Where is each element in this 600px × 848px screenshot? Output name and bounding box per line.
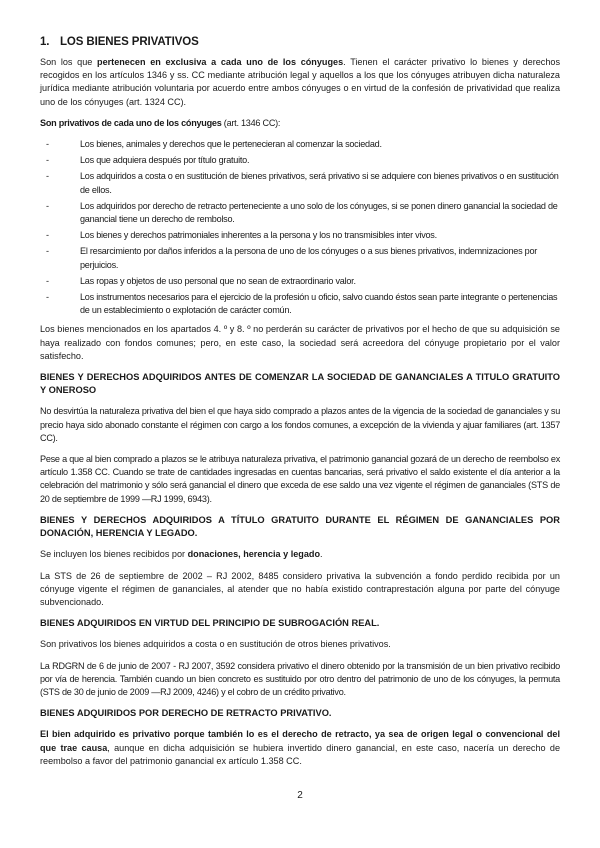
intro-paragraph bbox=[40, 56, 560, 109]
subsection-2-paragraph-2: La STS de 26 de septiembre de 2002 – RJ 2002, 8485 considero privativa la subvención a fondo perdido recibida por un cónyuge vigente el régimen de gananciales, al atender que no había existido contraprestación alguna por parte del cónyuge subvencionado. bbox=[40, 570, 560, 607]
after-list-paragraph: Los bienes mencionados en los apartados 4. º y 8. º no perderán su carácter de privativos por el hecho de que su adquisición se haya realizado con fondos comunes; pero, en este caso, la sociedad será acreedora del cónyuge propietario por el valor satisfecho. bbox=[40, 324, 560, 361]
s2-text-start: Se incluyen los bienes recibidos por bbox=[40, 549, 188, 560]
list-item bbox=[40, 154, 560, 167]
dash-bullet-icon: - bbox=[46, 171, 49, 182]
intro-text-end: . Tienen el carácter privativo lo bienes y derechos recogidos en los artículos 1346 y ss. CC mediante atribución legal y aquellos a los que los cónyuges atribuyen dicha naturaleza jurídica mediante atribución voluntaria por acuerdo entre ambos cónyuges o en virtud de la confesión de privatividad que realiza uno de los cónyuges (art. 1324 CC). bbox=[40, 57, 561, 107]
subsection-1-paragraph-2: Pese a que al bien comprado a plazos se le atribuya naturaleza privativa, el patrimonio ganancial gozará de un derecho de reembolso ex artículo 1.358 CC. Cuando se trate de cantidades ingresadas en cuentas bancarias, será privativo el saldo existente el día anterior a la celebración del matrimonio y sólo será ganancial el dinero que exceda de ese saldo una vez vigente el régimen de gananciales (STS de 20 de septiembre de 1999 —RJ 1999, 6943). bbox=[40, 454, 560, 504]
list-item bbox=[40, 138, 560, 151]
s2-text-end: . bbox=[320, 549, 323, 560]
dash-bullet-icon: - bbox=[46, 230, 49, 241]
section-heading bbox=[40, 36, 560, 48]
list-item bbox=[40, 245, 560, 271]
subsection-1-paragraph-1: No desvirtúa la naturaleza privativa del bien el que haya sido comprado a plazos antes de la vigencia de la sociedad de gananciales y su precio haya sido abonado constante el régimen con cargo a los fondos comunes, a excepción de la vivienda y ajuar familiares (art. 1357 CC). bbox=[40, 406, 560, 443]
dash-bullet-icon: - bbox=[46, 246, 49, 257]
page-number: 2 bbox=[297, 790, 303, 801]
subsection-2-paragraph-1 bbox=[40, 548, 560, 561]
list-item-text: Los que adquiera después por título gratuito. bbox=[80, 155, 250, 166]
subsection-3-paragraph-1: Son privativos los bienes adquiridos a costa o en sustitución de otros bienes privativos. bbox=[40, 639, 391, 650]
list-item-text: Los adquiridos a costa o en sustitución de bienes privativos, será privativo si se adquiere con bienes privativos o en sustitución de ellos. bbox=[80, 171, 559, 195]
list-item-text: Los adquiridos por derecho de retracto perteneciente a uno solo de los cónyuges, si se ponen dinero ganancial la sociedad de ganancial tiene un derecho de rembolso. bbox=[80, 200, 558, 225]
dash-bullet-icon: - bbox=[46, 275, 49, 286]
list-intro-rest: (art. 1346 CC): bbox=[221, 117, 281, 128]
dash-bullet-icon: - bbox=[46, 200, 49, 211]
subsection-heading-1: BIENES Y DERECHOS ADQUIRIDOS ANTES DE COMENZAR LA SOCIEDAD DE GANANCIALES A TITULO GRATUITO Y ONEROSO bbox=[40, 372, 560, 396]
s4-bold-text: El bien adquirido es privativo porque también lo es el derecho de retracto, ya sea de origen legal o convencional del que trae causa bbox=[40, 729, 560, 753]
list-item-text: El resarcimiento por daños inferidos a la persona de uno de los cónyuges o a sus bienes privativos, indemnizaciones por perjuicios. bbox=[80, 246, 538, 270]
subsection-3-paragraph-2: La RDGRN de 6 de junio de 2007 - RJ 2007, 3592 considera privativo el dinero obtenido por la transmisión de un bien privativo recibido por vía de herencia. También cuando un bien concreto es sustituido por otro dentro del patrimonio de uno de los cónyuges, la permuta (STS de 30 de junio de 2009 —RJ 2009, 4246) y el cobro de un crédito privativo. bbox=[40, 660, 560, 697]
subsection-heading-2: BIENES Y DERECHOS ADQUIRIDOS A TÍTULO GRATUITO DURANTE EL RÉGIMEN DE GANANCIALES POR DONACIÓN, HERENCIA Y LEGADO. bbox=[40, 514, 560, 539]
list-item bbox=[40, 170, 560, 196]
s4-text-rest: , aunque en dicha adquisición se hubiera invertido dinero ganancial, en este caso, nacería un derecho de reembolso a favor del patrimonio ganancial ex artículo 1.358 CC. bbox=[40, 742, 560, 766]
intro-bold-text: pertenecen en exclusiva a cada uno de los cónyuges bbox=[97, 57, 344, 67]
list-item-text: Los bienes y derechos patrimoniales inherentes a la persona y los no transmisibles inter vivos. bbox=[80, 230, 437, 241]
subsection-heading-4: BIENES ADQUIRIDOS POR DERECHO DE RETRACTO PRIVATIVO. bbox=[40, 708, 332, 719]
section-title: LOS BIENES PRIVATIVOS bbox=[60, 36, 199, 48]
list-item bbox=[40, 291, 560, 317]
subsection-4-paragraph-1 bbox=[40, 728, 560, 768]
list-intro-paragraph bbox=[40, 117, 560, 130]
subsection-heading-3: BIENES ADQUIRIDOS EN VIRTUD DEL PRINCIPIO DE SUBROGACIÓN REAL. bbox=[40, 618, 380, 629]
list-item bbox=[40, 229, 560, 242]
list-item bbox=[40, 275, 560, 288]
section-number: 1. bbox=[40, 36, 50, 48]
list-item-text: Los instrumentos necesarios para el ejercicio de la profesión u oficio, salvo cuando éstos sean parte integrante o pertenencias de un establecimiento o explotación de carácter común. bbox=[80, 292, 558, 316]
dash-bullet-icon: - bbox=[46, 155, 49, 166]
s2-bold-text: donaciones, herencia y legado bbox=[187, 549, 321, 560]
dash-bullet-icon: - bbox=[46, 292, 49, 303]
list-item bbox=[40, 200, 560, 226]
dash-bullet-icon: - bbox=[46, 139, 49, 150]
list-item-text: Las ropas y objetos de uso personal que no sean de extraordinario valor. bbox=[80, 275, 356, 286]
list-intro-bold: Son privativos de cada uno de los cónyuges bbox=[40, 117, 222, 128]
document-page bbox=[40, 36, 560, 776]
privative-goods-list bbox=[40, 138, 560, 317]
list-item-text: Los bienes, animales y derechos que le pertenecieran al comenzar la sociedad. bbox=[80, 139, 382, 150]
intro-text-start: Son los que bbox=[40, 57, 98, 67]
